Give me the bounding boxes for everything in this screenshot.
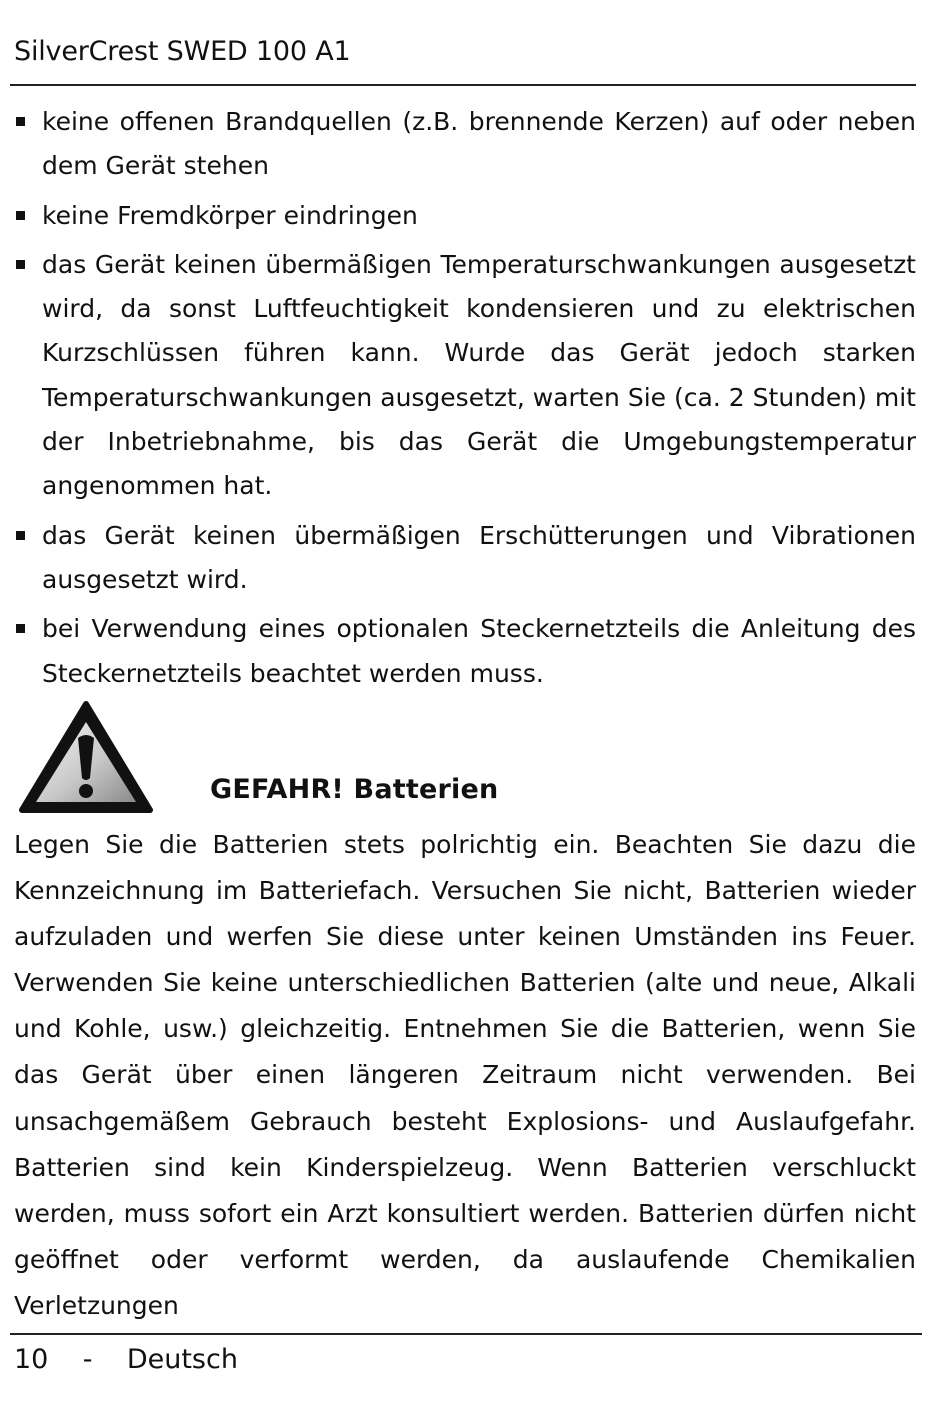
square-bullet-icon: [16, 117, 25, 126]
bullet-item: [0, 100, 950, 189]
footer-separator: -: [82, 1344, 93, 1375]
bullet-item: [0, 243, 950, 509]
bullet-text: keine Fremdkörper eindringen: [42, 200, 418, 230]
square-bullet-icon: [16, 260, 25, 269]
header-divider: [10, 84, 916, 86]
square-bullet-icon: [16, 531, 25, 540]
square-bullet-icon: [16, 624, 25, 633]
bullet-text: das Gerät keinen übermäßigen Temperaturschwankungen ausgesetzt wird, da sonst Luftfeuchtigkeit kondensieren und zu elektrischen Kurzschlüssen führen kann. Wurde das Gerät jedoch starken Temperaturschwankungen ausgesetzt, warten Sie (ca. 2 Stunden) mit der Inbetriebnahme, bis das Gerät die Umgebungstemperatur angenommen hat.: [42, 249, 916, 501]
square-bullet-icon: [16, 211, 25, 220]
bullet-item: [0, 194, 950, 238]
safety-bullet-list: [0, 100, 950, 701]
footer-divider: [10, 1333, 922, 1335]
bullet-item: [0, 607, 950, 696]
bullet-text: keine offenen Brandquellen (z.B. brennende Kerzen) auf oder neben dem Gerät stehen: [42, 107, 916, 181]
battery-warning-text: Legen Sie die Batterien stets polrichtig ein. Beachten Sie dazu die Kennzeichnung im Batteriefach. Versuchen Sie nicht, Batterien wieder aufzuladen und werfen Sie diese unter keinen Umständen ins Feuer. Verwenden Sie keine unterschiedlichen Batterien (alte und neue, Alkali und Kohle, usw.) gleichzeitig. Entnehmen Sie die Batterien, wenn Sie das Gerät über einen längeren Zeitraum nicht verwenden. Bei unsachgemäßem Gebrauch besteht Explosions- und Auslaufgefahr. Batterien sind kein Kinderspielzeug. Wenn Batterien verschluckt werden, muss sofort ein Arzt konsultiert werden. Batterien dürfen nicht geöffnet oder verformt werden, da auslaufende Chemikalien Verletzungen: [14, 830, 916, 1320]
page-footer: [14, 1344, 238, 1375]
warning-title: GEFAHR! Batterien: [210, 774, 499, 805]
footer-language: Deutsch: [126, 1344, 238, 1375]
bullet-text: bei Verwendung eines optionalen Steckernetzteils die Anleitung des Steckernetzteils beachtet werden muss.: [42, 614, 916, 688]
warning-triangle-icon: [18, 700, 154, 816]
bullet-item: [0, 514, 950, 603]
bullet-text: das Gerät keinen übermäßigen Erschütterungen und Vibrationen ausgesetzt wird.: [42, 520, 916, 594]
page-number: 10: [14, 1344, 49, 1375]
page-header-title: SilverCrest SWED 100 A1: [14, 36, 351, 67]
